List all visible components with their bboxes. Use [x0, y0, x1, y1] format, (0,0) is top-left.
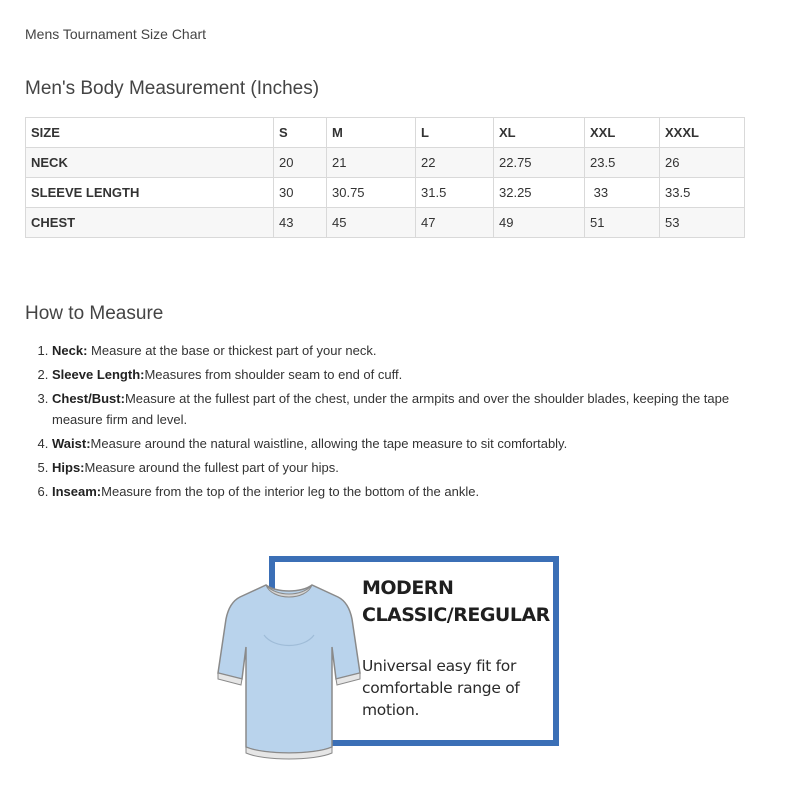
list-item — [52, 364, 752, 385]
column-header: M — [327, 118, 416, 148]
table-row — [26, 148, 745, 178]
list-item — [52, 433, 752, 454]
list-item — [52, 388, 752, 430]
how-to-measure-list — [38, 340, 752, 505]
column-header: SIZE — [26, 118, 274, 148]
row-label: SLEEVE LENGTH — [26, 178, 274, 208]
tshirt-icon — [214, 575, 364, 761]
table-cell: 30.75 — [327, 178, 416, 208]
column-header: XXXL — [660, 118, 745, 148]
table-cell: 45 — [327, 208, 416, 238]
table-cell: 32.25 — [494, 178, 585, 208]
table-header-row — [26, 118, 745, 148]
row-label: NECK — [26, 148, 274, 178]
list-item-text: Measures from shoulder seam to end of cuff. — [144, 367, 403, 382]
table-cell: 47 — [416, 208, 494, 238]
list-item-text: Measure around the fullest part of your hips. — [84, 460, 339, 475]
table-cell: 33.5 — [660, 178, 745, 208]
row-label: CHEST — [26, 208, 274, 238]
table-cell: 23.5 — [585, 148, 660, 178]
list-item-text: Measure at the base or thickest part of your neck. — [87, 343, 377, 358]
table-cell: 49 — [494, 208, 585, 238]
measurement-heading: Men's Body Measurement (Inches) — [25, 78, 320, 99]
table-cell: 30 — [274, 178, 327, 208]
list-item-term: Sleeve Length: — [52, 367, 145, 382]
table-cell: 33 — [585, 178, 660, 208]
table-cell: 20 — [274, 148, 327, 178]
list-item-term: Chest/Bust: — [52, 391, 125, 406]
how-to-measure-heading: How to Measure — [25, 303, 164, 324]
table-cell: 21 — [327, 148, 416, 178]
column-header: L — [416, 118, 494, 148]
page-title: Mens Tournament Size Chart — [25, 26, 207, 42]
table-cell: 22.75 — [494, 148, 585, 178]
fit-graphic — [214, 553, 559, 763]
list-item-text: Measure around the natural waistline, allowing the tape measure to sit comfortably. — [90, 436, 568, 451]
list-item-term: Hips: — [52, 460, 85, 475]
column-header: S — [274, 118, 327, 148]
table-cell: 22 — [416, 148, 494, 178]
table-cell: 26 — [660, 148, 745, 178]
table-cell: 53 — [660, 208, 745, 238]
table-row — [26, 208, 745, 238]
table-cell: 43 — [274, 208, 327, 238]
list-item-term: Neck: — [52, 343, 88, 358]
size-table — [25, 117, 745, 238]
list-item-term: Inseam: — [52, 484, 102, 499]
list-item-term: Waist: — [52, 436, 91, 451]
list-item-text: Measure from the top of the interior leg to the bottom of the ankle. — [101, 484, 480, 499]
list-item — [52, 457, 752, 478]
column-header: XL — [494, 118, 585, 148]
column-header: XXL — [585, 118, 660, 148]
table-cell: 51 — [585, 208, 660, 238]
table-cell: 31.5 — [416, 178, 494, 208]
list-item-text: Measure at the fullest part of the chest, under the armpits and over the shoulder blades, keeping the tape measure firm and level. — [52, 391, 730, 427]
fit-title: MODERN CLASSIC/REGULAR — [362, 577, 550, 626]
table-row — [26, 178, 745, 208]
list-item — [52, 340, 752, 361]
list-item — [52, 481, 752, 502]
fit-description: Universal easy fit for comfortable range of motion. — [362, 657, 520, 719]
